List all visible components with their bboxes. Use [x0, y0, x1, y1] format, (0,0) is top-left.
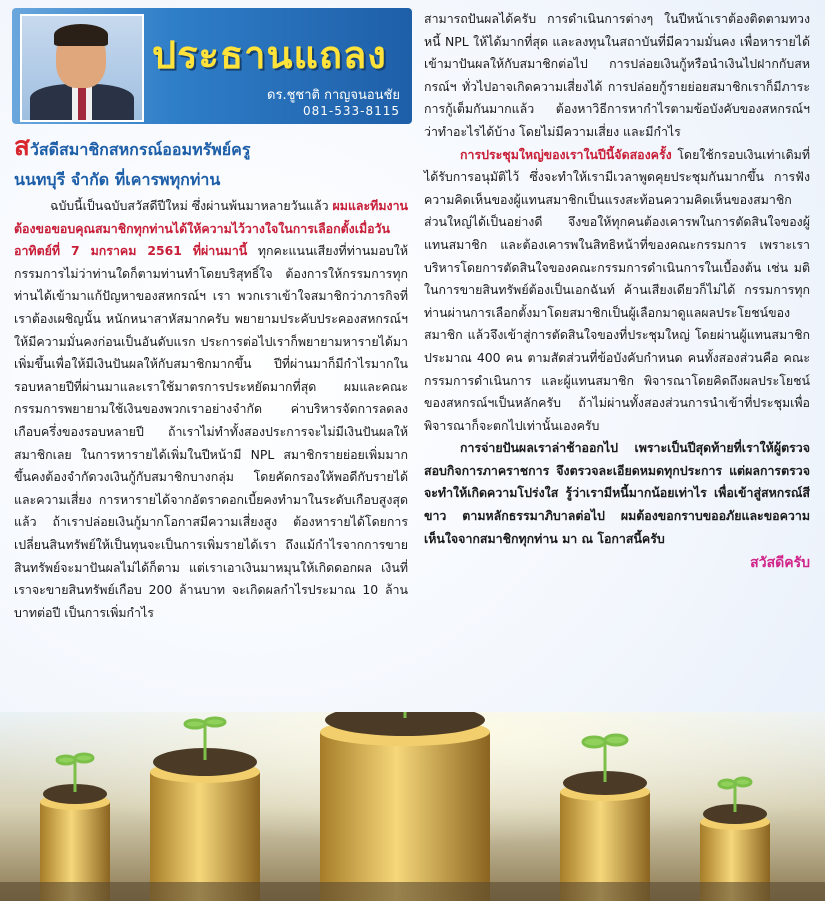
coin-plants-image: [0, 712, 825, 901]
meeting-text: โดยใช้กรอบเงินเท่าเดิมที่ได้รับการอนุมัติไว้ ซึ่งจะทำให้เรามีเวลาพูดคุยประชุมกันมากขึ้น การฟังความคิดเห็นของผู้แทนสมาชิกเป็นแรงสะท้อนความคิดเห็นของสมาชิกส่วนใหญ่ได้เป็นอย่างดี จึงขอให้ทุกคนต้องเคารพในการตัดสินใจของผู้แทนสมาชิก และต้องเคารพในสิทธิหน้าที่ของคณะกรรมการ เพราะเราบริหารโดยการตัดสินใจของคณะกรรมการดำเนินการในเบื้องต้น เช่น มติในการขายสินทรัพย์ต้องเป็นเอกฉันท์ ค้านเสียงเดียวก็ไม่ได้ กรรมการทุกท่านผ่านการเลือกตั้งมาโดยสมาชิกเป็นผู้เลือกมาดูแลผลประโยชน์ของสมาชิก แล้วจึงเข้าสู่การตัดสินใจของที่ประชุมใหญ่ โดยผ่านผู้แทนสมาชิกประมาณ 400 คน ตามสัดส่วนที่ข้อบังคับกำหนด คนทั้งสองส่วนคือ คณะกรรมการดำเนินการ และผู้แทนสมาชิก พิจารณาโดยคิดถึงผลประโยชน์ของสหกรณ์ฯเป็นหลักครับ ถ้าไม่ผ่านทั้งสองส่วนการนำเข้าที่ประชุมเพื่อพิจารณาก็จะตกไปเท่านั้นเองครับ: [424, 146, 810, 433]
greeting-line2: นนทบุรี จำกัด ที่เคารพทุกท่าน: [14, 170, 221, 189]
author-phone: 081-533-8115: [302, 104, 400, 118]
header-banner: [12, 8, 412, 124]
left-paragraph: [14, 195, 408, 624]
greeting: [14, 132, 408, 195]
coin-stack-3: [320, 712, 490, 901]
meeting-emphasis: การประชุมใหญ่ของเราในปีนี้จัดสองครั้ง: [460, 146, 672, 162]
author-photo: [20, 14, 144, 122]
sign-off: สวัสดีครับ: [750, 555, 810, 572]
coin-stack-2: [150, 748, 260, 901]
author-name: ดร.ชูชาติ กาญจนอนชัย: [267, 88, 400, 103]
page-title: ประธานแถลง: [152, 32, 387, 77]
right-column: [424, 8, 810, 575]
thanks-emphasis: ผมและทีมงานต้องขอขอบคุณสมาชิกทุกท่านได้ให้ความไว้วางใจในการเลือกตั้งเมื่อวันอาทิตย์ที่ 7 มกราคม 2561 ที่ผ่านมานี้: [14, 198, 408, 259]
coin-stacks-illustration: [0, 712, 825, 901]
greeting-line1: วัสดีสมาชิกสหกรณ์ออมทรัพย์ครู: [29, 140, 251, 159]
greeting-lead-letter: ส: [14, 132, 30, 162]
left-column: [14, 132, 408, 624]
right-paragraph-1: สามารถปันผลได้ครับ การดำเนินการต่างๆ ในปีหน้าเราต้องติดตามทวงหนี้ NPL ให้ได้มากที่สุด และลงทุนในสถาบันที่มีความมั่นคง เพื่อหารายได้เข้ามาปันผลให้กับสมาชิกต่อไป การปล่อยเงินกู้หรือนำเงินไปฝากกับสหกรณ์ฯ ทั่วไปอาจเกิดความเสี่ยงได้ การปล่อยกู้รายย่อยสมาชิกเราก็มีภาระการกู้เต็มกันมากแล้ว ต้องหาวิธีการหากำไรตามข้อบังคับของสหกรณ์ฯ ว่าทำอะไรได้บ้าง โดยไม่มีความเสี่ยง และมีกำไร: [424, 11, 810, 139]
right-paragraph-2: [424, 144, 810, 438]
intro-text: ฉบับนี้เป็นฉบับสวัสดีปีใหม่ ซึ่งผ่านพ้นมาหลายวันแล้ว: [50, 198, 329, 213]
right-paragraph-3: การจ่ายปันผลเราล่าช้าออกไป เพราะเป็นปีสุดท้ายที่เราให้ผู้ตรวจสอบกิจการภาคราชการ จึงตรวจละเอียดหมดทุกประการ แต่ผลการตรวจจะทำให้เกิดความโปร่งใส รู้ว่าเรามีหนี้มากน้อยเท่าไร เพื่อเข้าสู่สหกรณ์สีขาว ตามหลักธรรมาภิบาลต่อไป ผมต้องขอกราบขออภัยและขอความเห็นใจจากสมาชิกทุกท่าน มา ณ โอกาสนี้ครับ: [424, 440, 810, 546]
coin-stack-4: [560, 771, 650, 901]
body-text: ทุกคะแนนเสียงที่ท่านมอบให้กรรมการไม่ว่าท่านใดก็ตามท่านทำโดยบริสุทธิ์ใจ ต้องการให้กรรมการทุกท่านได้เข้ามาแก้ปัญหาของสหกรณ์ฯ เรา พวกเราเข้าใจสมาชิกว่าภารกิจที่เราต้องเผชิญนั้น หนักหนาสาหัสมากครับ พยายามประคับประคองสหกรณ์ฯให้มีความมั่นคงก่อนเป็นอันดับแรก ประการต่อไปเราก็พยายามหารายได้มาเพิ่มขึ้นเพื่อให้มีเงินปันผลให้กับสมาชิกมากขึ้น ปีที่ผ่านมาก็มีกำไรมากในรอบหลายปีที่ผ่านมาและเราใช้มาตรการประหยัดมากที่สุด ผมและคณะกรรมการพยายามใช้เงินของพวกเราอย่างจำกัด ค่าบริหารจัดการลดลงเกือบครึ่งของรอบหลายปี ถ้าเราไม่ทำทั้งสองประการจะไม่มีเงินปันผลให้สมาชิกเลย ในการหารายได้เพิ่มในปีหน้ามี NPL สมาชิกรายย่อยเพิ่มมากขึ้นคงต้องจำกัดวงเงินกู้กับสมาชิกบางกลุ่ม โดยคัดกรองให้พอดีกับรายได้และความเสี่ยง การหารายได้จากอัตราดอกเบี้ยคงทำมาในระดับเกือบสูงสุดแล้ว ถ้าเราปล่อยเงินกู้มากโอกาสมีความเสี่ยงสูง ต้องหารายได้โดยการเปลี่ยนสินทรัพย์ให้เป็นทุนจะเป็นการเพิ่มรายได้เรา ถึงแม้กำไรจากการขายสินทรัพย์จะมาปันผลไม่ได้ก็ตาม แต่เราเอาเงินมาหมุนให้เกิดดอกผล เงินที่เราจะขายสินทรัพย์เกือบ 200 ล้านบาท จะเกิดผลกำไรประมาณ 10 ล้านบาทต่อปี เป็นการเพิ่มกำไร: [14, 243, 408, 620]
